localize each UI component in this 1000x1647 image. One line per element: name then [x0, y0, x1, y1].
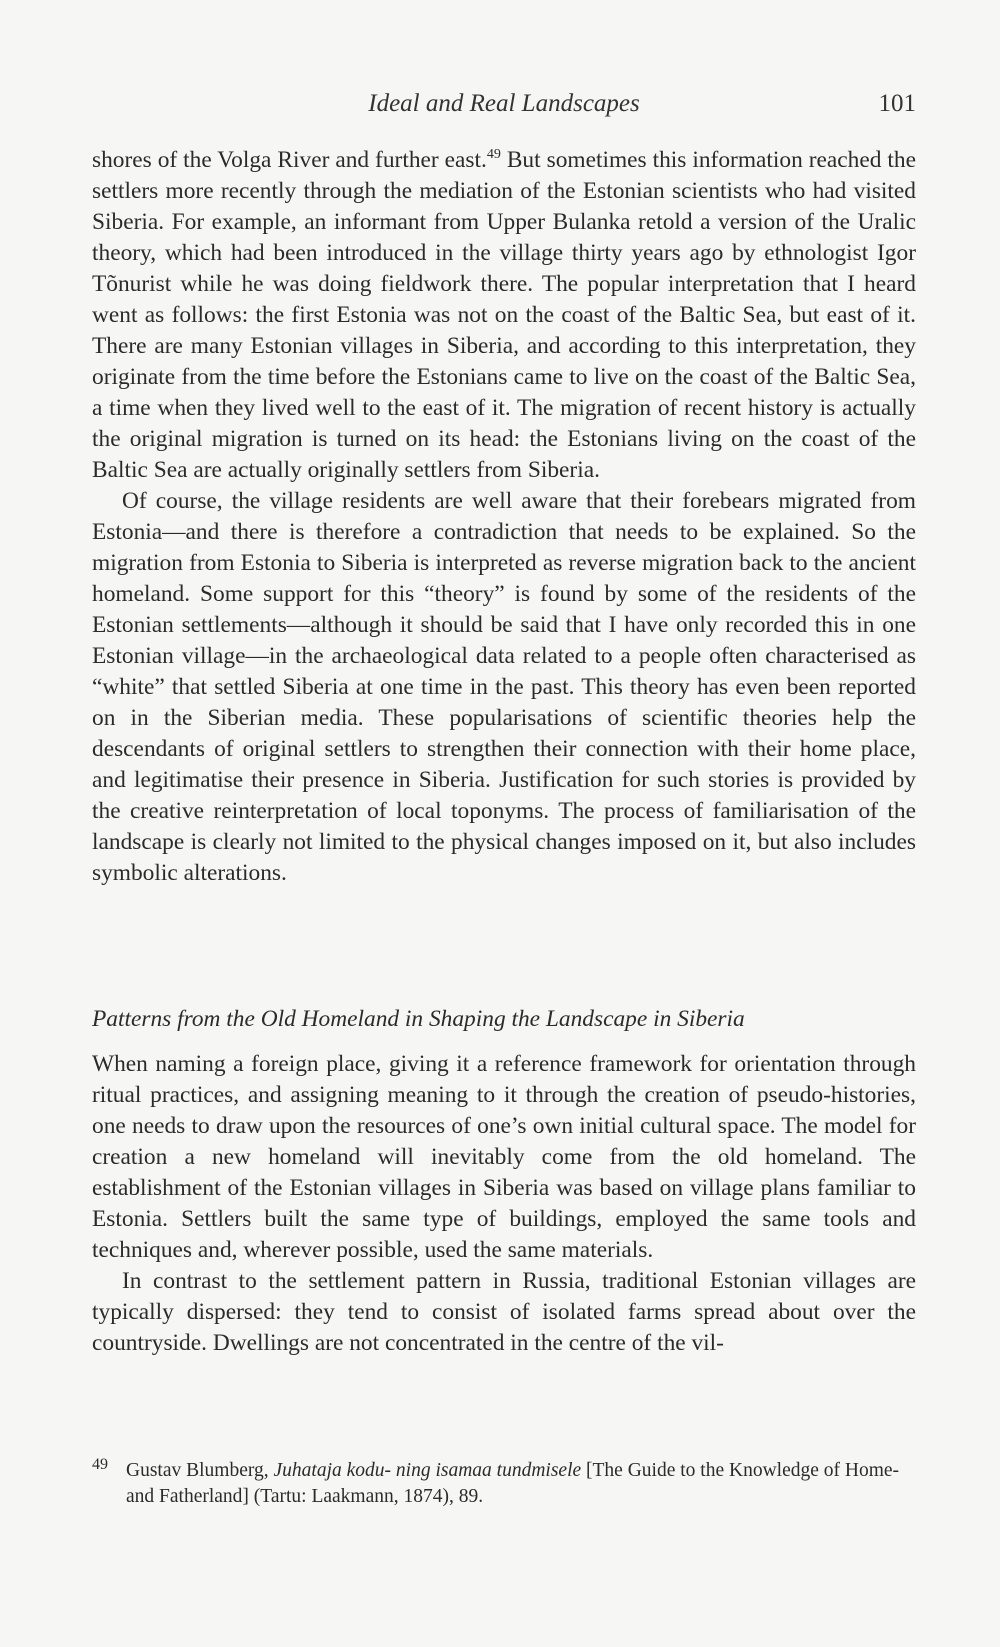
- paragraph-1-text-b: But sometimes this information reached the settlers more recently through the mediation of the Estonian scientists who had visited Siberia. For example, an informant from Upper Bulanka retold a version of the Uralic theory, which had been introduced in the village thirty years ago by ethnologist Igor Tõnurist while he was doing fieldwork there. The popular interpretation that I heard went as follows: the first Estonia was not on the coast of the Baltic Sea, but east of it. There are many Estonian villages in Siberia, and according to this interpretation, they originate from the time before the Estonians came to live on the coast of the Baltic Sea, a time when they lived well to the east of it. The migration of recent history is actually the original migration is turned on its head: the Estonians living on the coast of the Baltic Sea are actually originally settlers from Siberia.: [92, 147, 916, 483]
- section-heading: Patterns from the Old Homeland in Shaping the Landscape in Siberia: [92, 1006, 745, 1032]
- paragraph-1: [92, 145, 916, 486]
- footnote-49: [92, 1458, 916, 1510]
- footnote-number: 49: [92, 1456, 108, 1473]
- footnote-citation-rest: [The Guide to the Knowledge of Home- and Fatherland] (Tartu: Laakmann, 1874), 89.: [126, 1460, 900, 1507]
- footnote-author: Gustav Blumberg,: [126, 1460, 274, 1481]
- footnote-text: [126, 1458, 916, 1510]
- footnote-book-title: Juhataja kodu- ning isamaa tundmisele: [273, 1460, 582, 1481]
- paragraph-4: In contrast to the settlement pattern in Russia, traditional Estonian villages are typically dispersed: they tend to consist of isolated farms spread about over the countryside. Dwellings are not concentrated in the centre of the vil-: [92, 1268, 916, 1356]
- running-title: Ideal and Real Landscapes: [368, 90, 640, 117]
- footnote-reference-49: 49: [486, 147, 501, 162]
- body-text-lower: [92, 1049, 916, 1359]
- paragraph-1-text-a: shores of the Volga River and further east.: [92, 147, 487, 173]
- body-text-upper: [92, 145, 916, 889]
- paragraph-2: Of course, the village residents are well aware that their forebears migrated from Estonia—and there is therefore a contradiction that needs to be explained. So the migration from Estonia to Siberia is interpreted as reverse migration back to the ancient homeland. Some support for this “theory” is found by some of the residents of the Estonian settlements—although it should be said that I have only recorded this in one Estonian village—in the archaeological data related to a people often characterised as “white” that settled Siberia at one time in the past. This theory has even been reported on in the Siberian media. These popularisations of scientific theories help the descendants of original settlers to strengthen their connection with their home place, and legitimatise their presence in Siberia. Justification for such stories is provided by the creative reinterpretation of local toponyms. The process of familiarisation of the landscape is clearly not limited to the physical changes imposed on it, but also includes symbolic alterations.: [92, 488, 916, 886]
- page-number: 101: [878, 90, 916, 117]
- running-head: [92, 84, 916, 124]
- paragraph-3: When naming a foreign place, giving it a reference framework for orientation through ritual practices, and assigning meaning to it through the creation of pseudo-histories, one needs to draw upon the resources of one’s own initial cultural space. The model for creation a new homeland will inevitably come from the old homeland. The establishment of the Estonian villages in Siberia was based on village plans familiar to Estonia. Settlers built the same type of buildings, employed the same tools and techniques and, wherever possible, used the same materials.: [92, 1051, 916, 1263]
